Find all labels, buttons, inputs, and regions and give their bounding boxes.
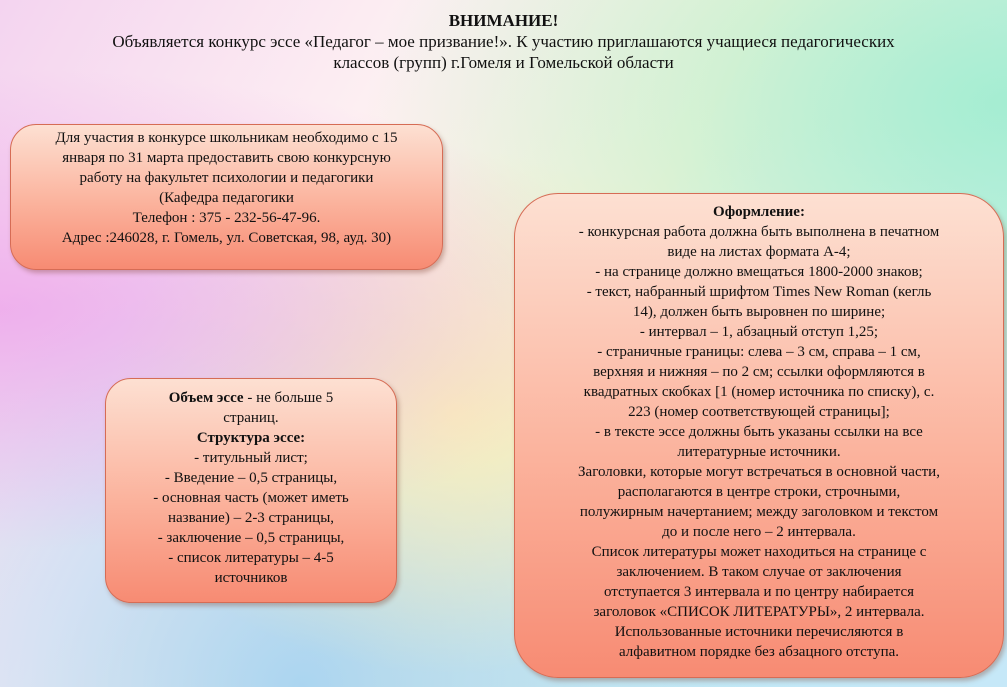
formatting-heading: Оформление: [713, 204, 805, 220]
structure-item: - заключение – 0,5 страницы, [157, 530, 345, 546]
formatting-line: литературные источники. [677, 444, 841, 460]
essay-structure-label: Структура эссе: [196, 430, 306, 446]
announcement-title: ВНИМАНИЕ! [448, 11, 559, 30]
formatting-line: - конкурсная работа должна быть выполнена в печатном [578, 224, 940, 240]
participation-info-box [10, 124, 443, 270]
structure-item: - титульный лист; [194, 450, 308, 466]
essay-volume-text: - не больше 5 [243, 390, 334, 406]
essay-volume-text-2: страниц. [223, 410, 279, 426]
formatting-line: Список литературы может находиться на странице с [591, 544, 927, 560]
essay-volume-line [116, 388, 386, 408]
formatting-line: Заголовки, которые могут встречаться в основной части, [578, 464, 940, 480]
formatting-line: отступается 3 интервала и по центру набирается [603, 584, 915, 600]
participation-line: (Кафедра педагогики [159, 190, 294, 206]
formatting-line: квадратных скобках [1 (номер источника по списку), с. [583, 384, 935, 400]
formatting-requirements-box [514, 193, 1004, 678]
formatting-line: - страничные границы: слева – 3 см, справа – 1 см, [597, 344, 921, 360]
essay-structure-box [105, 378, 397, 603]
structure-item: название) – 2-3 страницы, [167, 510, 335, 526]
structure-item: - Введение – 0,5 страницы, [164, 470, 338, 486]
formatting-line: - интервал – 1, абзацный отступ 1,25; [639, 324, 879, 340]
announcement-line-1: Объявляется конкурс эссе «Педагог – мое призвание!». К участию приглашаются учащиеся педагогических [112, 32, 895, 51]
participation-line: работу на факультет психологии и педагогики [79, 170, 374, 186]
structure-item: - список литературы – 4-5 [168, 550, 334, 566]
structure-item: источников [214, 570, 288, 586]
formatting-line: 223 (номер соответствующей страницы]; [628, 404, 890, 420]
formatting-line: верхняя и нижняя – по 2 см; ссылки оформляются в [593, 364, 925, 380]
participation-line: января по 31 марта предоставить свою конкурсную [62, 150, 391, 166]
structure-item: - основная часть (может иметь [153, 490, 349, 506]
formatting-line: Использованные источники перечисляются в [614, 624, 904, 640]
formatting-line: заголовок «СПИСОК ЛИТЕРАТУРЫ», 2 интервала. [593, 604, 925, 620]
formatting-line: виде на листах формата А-4; [667, 244, 851, 260]
formatting-line: - на странице должно вмещаться 1800-2000 знаков; [595, 264, 923, 280]
announcement-line-2: классов (групп) г.Гомеля и Гомельской области [333, 53, 674, 72]
formatting-line: 14), должен быть выровнен по ширине; [632, 304, 886, 320]
essay-volume-label: Объем эссе [168, 390, 244, 406]
announcement-header [40, 10, 967, 73]
formatting-line: до и после него – 2 интервала. [662, 524, 856, 540]
formatting-line: алфавитном порядке без абзацного отступа. [618, 644, 900, 660]
address-line: Адрес :246028, г. Гомель, ул. Советская, 98, ауд. 30) [61, 230, 392, 246]
formatting-line: - текст, набранный шрифтом Times New Roman (кегль [586, 284, 932, 300]
participation-line: Для участия в конкурсе школьникам необходимо с 15 [55, 130, 398, 146]
formatting-line: полужирным начертанием; между заголовком и текстом [579, 504, 939, 520]
formatting-line: - в тексте эссе должны быть указаны ссылки на все [595, 424, 923, 440]
phone-line: Телефон : 375 - 232-56-47-96. [132, 210, 321, 226]
formatting-line: заключением. В таком случае от заключения [616, 564, 902, 580]
formatting-line: располагаются в центре строки, строчными, [617, 484, 901, 500]
